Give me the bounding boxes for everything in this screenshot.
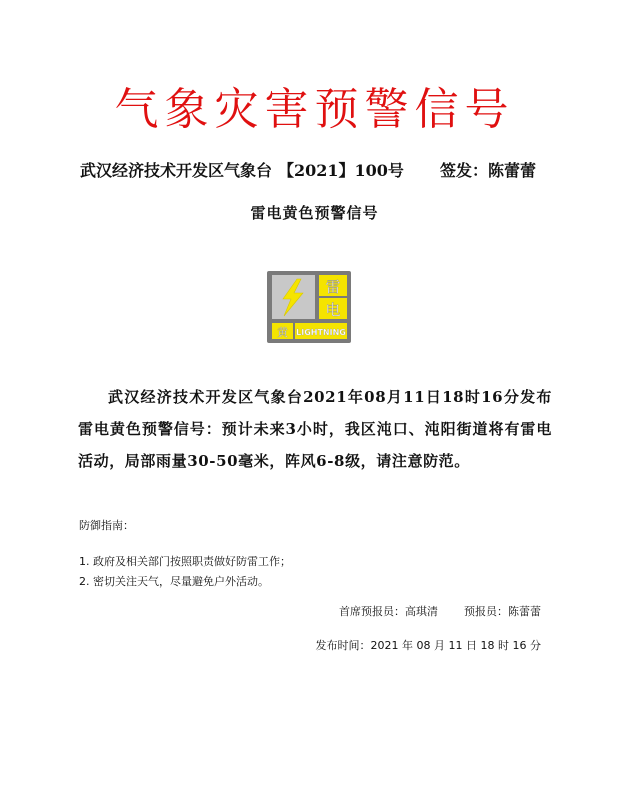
guide-list: [79, 552, 291, 592]
icon-char-lei: 雷: [325, 278, 341, 296]
guide-item: 2. 密切关注天气，尽量避免户外活动。: [79, 575, 269, 588]
icon-char-dian: 电: [325, 301, 341, 319]
forecaster: 预报员：陈蕾蕾: [464, 605, 541, 618]
issuer-name: 武汉经济技术开发区气象台: [80, 161, 273, 180]
lightning-yellow-signal-icon: [267, 271, 351, 343]
document-number: 【2021】100号: [278, 161, 404, 180]
chief-forecaster: 首席预报员：高琪清: [339, 605, 438, 618]
guide-item: 1. 政府及相关部门按照职责做好防雷工作；: [79, 555, 291, 568]
warning-subtitle: 雷电黄色预警信号: [250, 204, 379, 222]
icon-english-label: LIGHTNING: [296, 328, 346, 337]
warning-body: 武汉经济技术开发区气象台2021年08月11日18时16分发布雷电黄色预警信号：预计未来3小时，我区沌口、沌阳街道将有雷电活动，局部雨量30-50毫米，阵风6-8级，请注意防范。: [78, 388, 552, 470]
warning-title: 气象灾害预警信号: [114, 84, 515, 135]
forecasters-line: [339, 604, 541, 620]
guide-title: 防御指南：: [79, 519, 134, 532]
publish-time: 发布时间：2021 年 08 月 11 日 18 时 16 分: [315, 639, 541, 652]
icon-char-huang: 黄: [277, 326, 288, 339]
signer: 签发：陈蕾蕾: [440, 161, 537, 180]
